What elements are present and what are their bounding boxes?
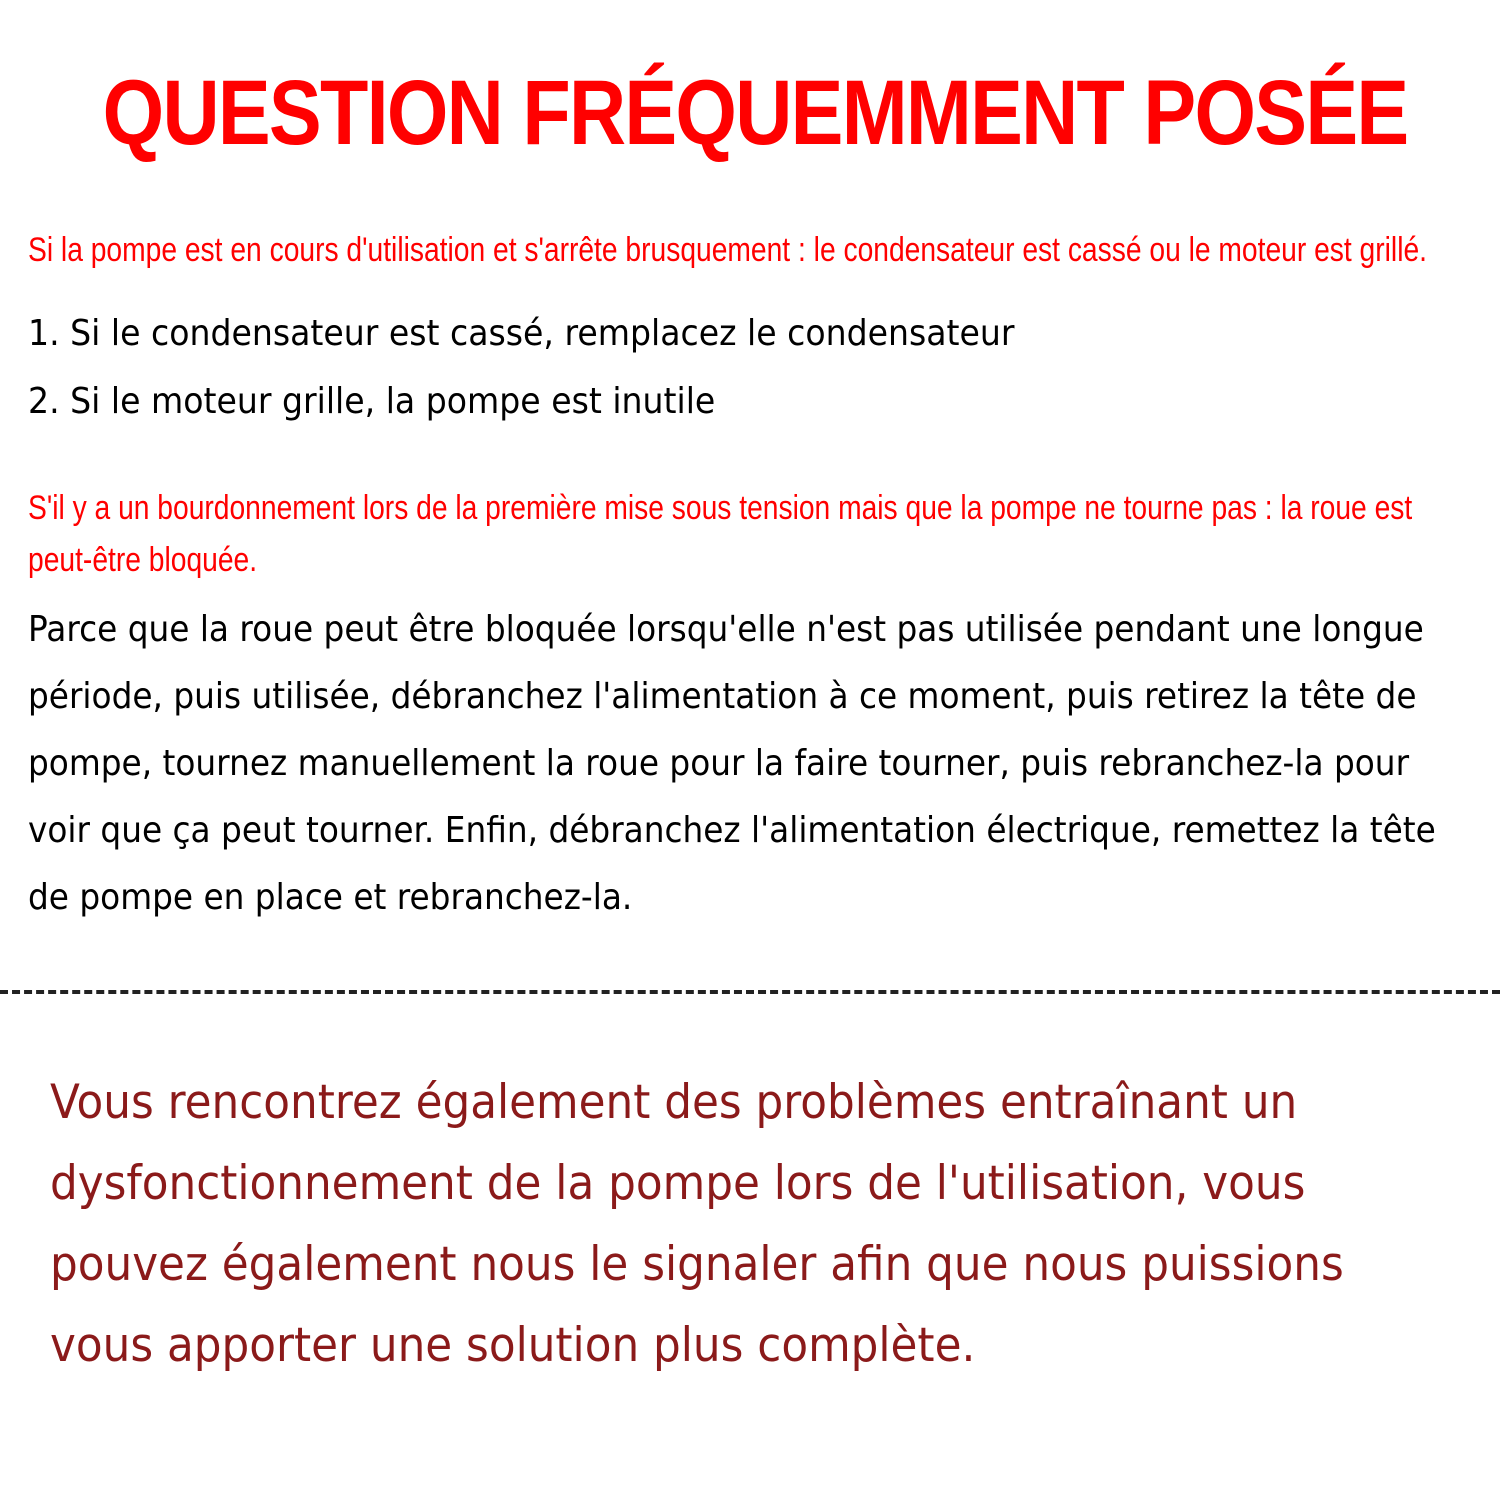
list-item: 2. Si le moteur grille, la pompe est inutile (28, 381, 716, 422)
question-2-line: peut-être bloquée. (28, 541, 258, 579)
question-1: Si la pompe est en cours d'utilisation et s'arrête brusquement : le condensateur est cassé ou le moteur est grillé. (28, 231, 1428, 269)
question-2-line: S'il y a un bourdonnement lors de la première mise sous tension mais que la pompe ne tourne pas : la roue est (28, 489, 1413, 527)
answer-2-paragraph (28, 596, 1468, 931)
paragraph-line: Parce que la roue peut être bloquée lorsqu'elle n'est pas utilisée pendant une longue (28, 609, 1424, 650)
answer-1-list (28, 300, 1100, 436)
question-2 (28, 482, 1412, 586)
paragraph-line: voir que ça peut tourner. Enfin, débranchez l'alimentation électrique, remettez la tête (28, 810, 1436, 851)
paragraph-line: pompe, tournez manuellement la roue pour la faire tourner, puis rebranchez-la pour (28, 743, 1410, 784)
dashed-divider (0, 990, 1500, 994)
closing-paragraph (50, 1062, 1470, 1386)
closing-line: Vous rencontrez également des problèmes entraînant un (50, 1075, 1298, 1130)
closing-line: vous apporter une solution plus complète. (50, 1318, 976, 1373)
list-item: 1. Si le condensateur est cassé, remplacez le condensateur (28, 313, 1015, 354)
paragraph-line: période, puis utilisée, débranchez l'alimentation à ce moment, puis retirez la tête de (28, 676, 1417, 717)
closing-line: pouvez également nous le signaler afin que nous puissions (50, 1237, 1344, 1292)
page-title: QUESTION FRÉQUEMMENT POSÉE (102, 62, 1408, 164)
paragraph-line: de pompe en place et rebranchez-la. (28, 877, 633, 918)
closing-line: dysfonctionnement de la pompe lors de l'utilisation, vous (50, 1156, 1306, 1211)
